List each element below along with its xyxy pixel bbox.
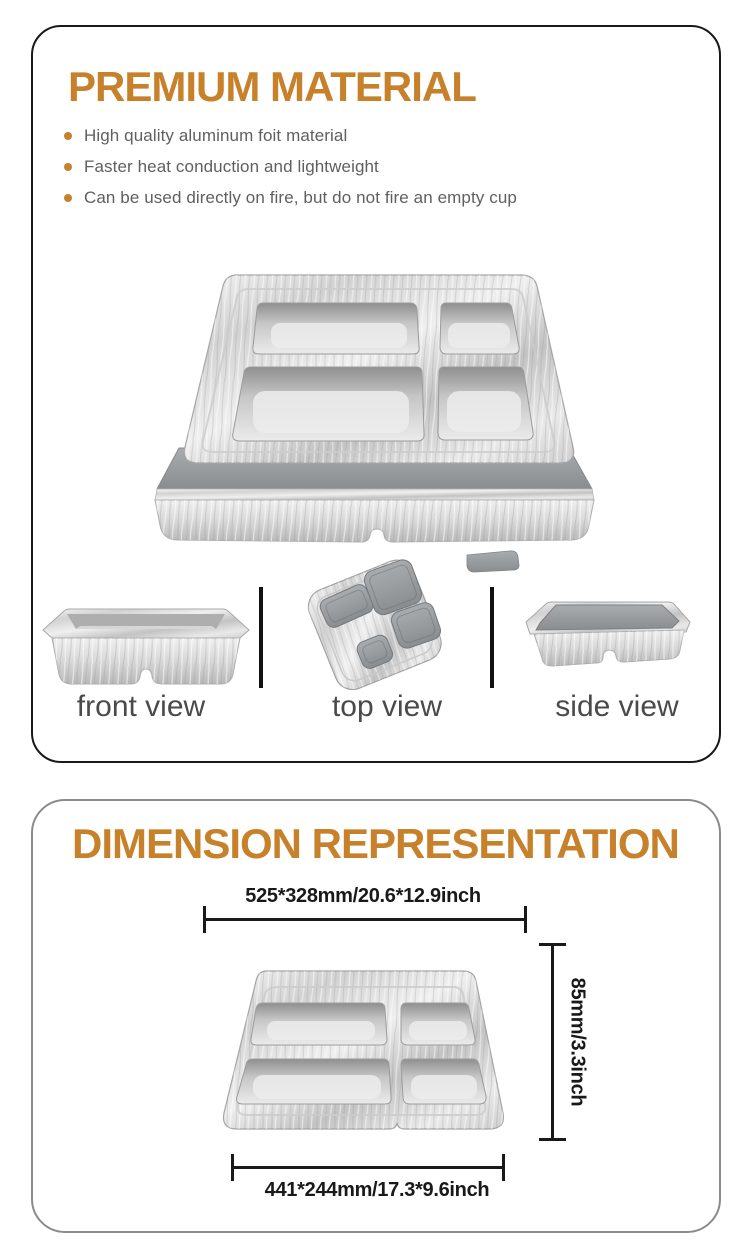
view-divider — [259, 587, 263, 688]
premium-section-title: PREMIUM MATERIAL — [68, 63, 476, 110]
side-view-label: side view — [555, 690, 679, 723]
dimension-section-title: DIMENSION REPRESENTATION — [72, 820, 679, 867]
feature-item — [64, 183, 517, 213]
bottom-dimension-line — [231, 1166, 505, 1169]
product-photo-dimension-tray — [195, 963, 532, 1145]
product-photo-stacked-trays — [145, 263, 600, 573]
stacked-trays-illustration — [145, 263, 600, 573]
feature-list — [64, 121, 517, 214]
feature-item — [64, 152, 517, 182]
bullet-dot-icon — [64, 132, 72, 140]
height-dimension-value: 85mm/3.3inch — [566, 977, 589, 1107]
bullet-dot-icon — [64, 194, 72, 202]
product-photo-side-view — [522, 592, 694, 677]
bottom-dimension-value: 441*244mm/17.3*9.6inch — [264, 1179, 490, 1201]
top-dimension-value: 525*328mm/20.6*12.9inch — [245, 885, 481, 907]
bullet-dot-icon — [64, 163, 72, 171]
dimension-card — [31, 799, 721, 1233]
feature-text: Faster heat conduction and lightweight — [84, 157, 379, 176]
top-dimension-line — [203, 918, 527, 921]
front-view-illustration — [40, 602, 252, 688]
product-photo-top-view — [292, 556, 456, 695]
view-divider — [490, 587, 494, 688]
dimension-tray-illustration — [195, 963, 532, 1140]
side-view-illustration — [522, 592, 694, 672]
top-view-illustration — [292, 556, 456, 690]
feature-text: High quality aluminum foit material — [84, 126, 348, 145]
feature-text: Can be used directly on fire, but do not fire an empty cup — [84, 188, 517, 207]
height-dimension-line — [551, 943, 554, 1141]
premium-material-card — [31, 25, 721, 763]
feature-item — [64, 121, 517, 151]
product-photo-front-view — [40, 602, 252, 693]
top-view-label: top view — [331, 690, 443, 723]
front-view-label: front view — [76, 690, 206, 723]
